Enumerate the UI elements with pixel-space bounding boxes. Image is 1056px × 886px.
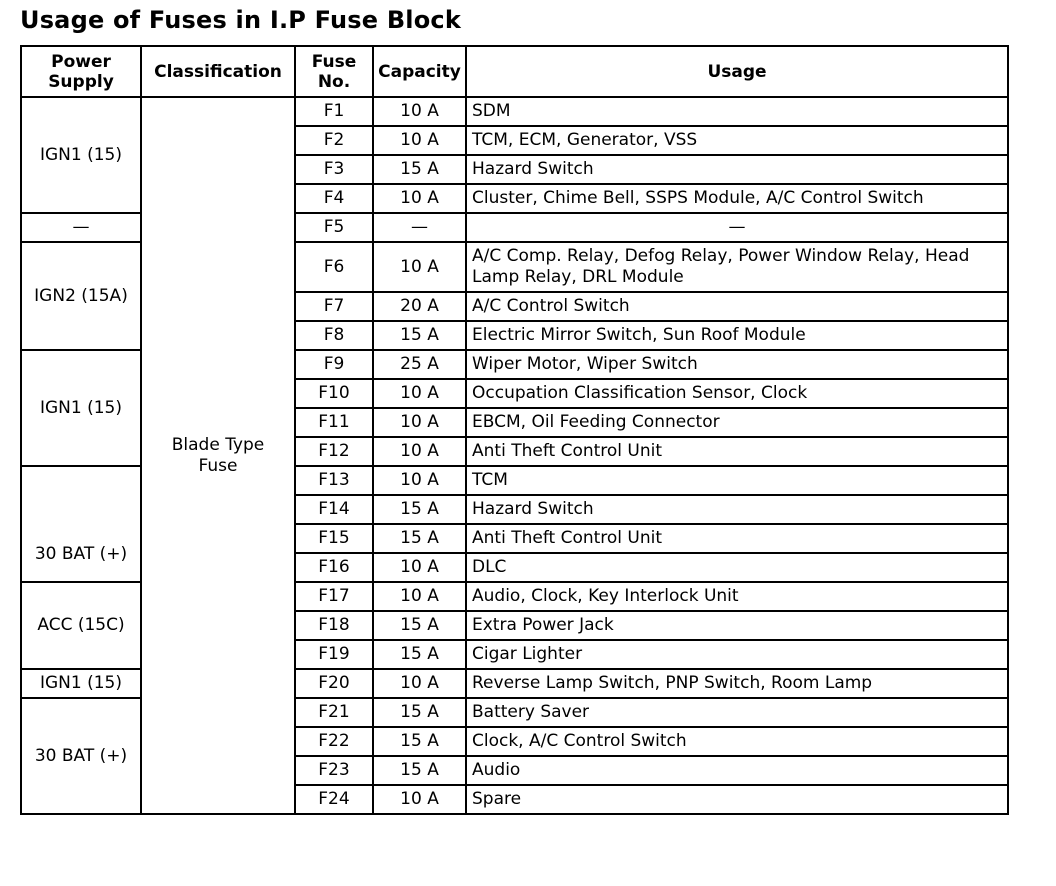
header-fuse-no: Fuse No. xyxy=(295,46,373,97)
usage-cell: Battery Saver xyxy=(466,698,1008,727)
fuse-no-cell: F23 xyxy=(295,756,373,785)
fuse-no-cell: F15 xyxy=(295,524,373,553)
header-classification: Classification xyxy=(141,46,295,97)
capacity-cell: 10 A xyxy=(373,379,466,408)
capacity-cell: 10 A xyxy=(373,242,466,292)
fuse-no-cell: F20 xyxy=(295,669,373,698)
fuse-no-cell: F13 xyxy=(295,466,373,495)
capacity-cell: 10 A xyxy=(373,408,466,437)
capacity-cell: 15 A xyxy=(373,321,466,350)
fuse-no-cell: F11 xyxy=(295,408,373,437)
power-supply-cell: IGN1 (15) xyxy=(21,669,141,698)
fuse-no-cell: F19 xyxy=(295,640,373,669)
usage-cell: Extra Power Jack xyxy=(466,611,1008,640)
fuse-no-cell: F17 xyxy=(295,582,373,611)
capacity-cell: 15 A xyxy=(373,155,466,184)
fuse-no-cell: F22 xyxy=(295,727,373,756)
usage-cell: Hazard Switch xyxy=(466,495,1008,524)
fuse-no-cell: F6 xyxy=(295,242,373,292)
usage-cell: A/C Comp. Relay, Defog Relay, Power Window Relay, Head Lamp Relay, DRL Module xyxy=(466,242,1008,292)
fuse-no-cell: F5 xyxy=(295,213,373,242)
usage-cell: A/C Control Switch xyxy=(466,292,1008,321)
power-supply-cell: 30 BAT (+) xyxy=(21,466,141,582)
power-supply-cell: IGN1 (15) xyxy=(21,97,141,213)
classification-cell: Blade Type Fuse xyxy=(141,97,295,814)
usage-cell: Cigar Lighter xyxy=(466,640,1008,669)
usage-cell: Audio, Clock, Key Interlock Unit xyxy=(466,582,1008,611)
power-supply-cell: 30 BAT (+) xyxy=(21,698,141,814)
usage-cell: Anti Theft Control Unit xyxy=(466,524,1008,553)
capacity-cell: 25 A xyxy=(373,350,466,379)
fuse-no-cell: F12 xyxy=(295,437,373,466)
usage-cell: Cluster, Chime Bell, SSPS Module, A/C Control Switch xyxy=(466,184,1008,213)
capacity-cell: 10 A xyxy=(373,97,466,126)
usage-cell: EBCM, Oil Feeding Connector xyxy=(466,408,1008,437)
usage-cell: Audio xyxy=(466,756,1008,785)
capacity-cell: 15 A xyxy=(373,698,466,727)
usage-cell: Spare xyxy=(466,785,1008,814)
usage-cell: TCM xyxy=(466,466,1008,495)
table-row xyxy=(21,97,1008,126)
capacity-cell: 15 A xyxy=(373,640,466,669)
capacity-cell: 10 A xyxy=(373,437,466,466)
usage-cell: DLC xyxy=(466,553,1008,582)
fuse-no-cell: F1 xyxy=(295,97,373,126)
capacity-cell: 15 A xyxy=(373,756,466,785)
fuse-no-cell: F9 xyxy=(295,350,373,379)
fuse-usage-table xyxy=(20,45,1009,815)
header-power-supply: Power Supply xyxy=(21,46,141,97)
capacity-cell: 10 A xyxy=(373,466,466,495)
header-capacity: Capacity xyxy=(373,46,466,97)
capacity-cell: 15 A xyxy=(373,611,466,640)
capacity-cell: 10 A xyxy=(373,126,466,155)
usage-cell: TCM, ECM, Generator, VSS xyxy=(466,126,1008,155)
capacity-cell: 10 A xyxy=(373,785,466,814)
header-usage: Usage xyxy=(466,46,1008,97)
usage-cell: Wiper Motor, Wiper Switch xyxy=(466,350,1008,379)
fuse-no-cell: F8 xyxy=(295,321,373,350)
capacity-cell: 10 A xyxy=(373,582,466,611)
power-supply-cell: IGN2 (15A) xyxy=(21,242,141,350)
usage-cell: Electric Mirror Switch, Sun Roof Module xyxy=(466,321,1008,350)
usage-cell: Reverse Lamp Switch, PNP Switch, Room Lamp xyxy=(466,669,1008,698)
capacity-cell: 15 A xyxy=(373,524,466,553)
capacity-cell: 10 A xyxy=(373,184,466,213)
capacity-cell: 15 A xyxy=(373,727,466,756)
usage-cell: SDM xyxy=(466,97,1008,126)
power-supply-cell: — xyxy=(21,213,141,242)
fuse-no-cell: F18 xyxy=(295,611,373,640)
fuse-no-cell: F14 xyxy=(295,495,373,524)
fuse-no-cell: F4 xyxy=(295,184,373,213)
capacity-cell: 15 A xyxy=(373,495,466,524)
usage-cell: — xyxy=(466,213,1008,242)
capacity-cell: — xyxy=(373,213,466,242)
fuse-no-cell: F2 xyxy=(295,126,373,155)
usage-cell: Occupation Classification Sensor, Clock xyxy=(466,379,1008,408)
fuse-no-cell: F21 xyxy=(295,698,373,727)
capacity-cell: 10 A xyxy=(373,553,466,582)
usage-cell: Clock, A/C Control Switch xyxy=(466,727,1008,756)
fuse-no-cell: F24 xyxy=(295,785,373,814)
table-header-row xyxy=(21,46,1008,97)
usage-cell: Hazard Switch xyxy=(466,155,1008,184)
fuse-no-cell: F16 xyxy=(295,553,373,582)
fuse-no-cell: F10 xyxy=(295,379,373,408)
capacity-cell: 20 A xyxy=(373,292,466,321)
fuse-no-cell: F7 xyxy=(295,292,373,321)
page-title: Usage of Fuses in I.P Fuse Block xyxy=(20,6,462,34)
power-supply-cell: IGN1 (15) xyxy=(21,350,141,466)
power-supply-cell: ACC (15C) xyxy=(21,582,141,669)
fuse-no-cell: F3 xyxy=(295,155,373,184)
usage-cell: Anti Theft Control Unit xyxy=(466,437,1008,466)
capacity-cell: 10 A xyxy=(373,669,466,698)
